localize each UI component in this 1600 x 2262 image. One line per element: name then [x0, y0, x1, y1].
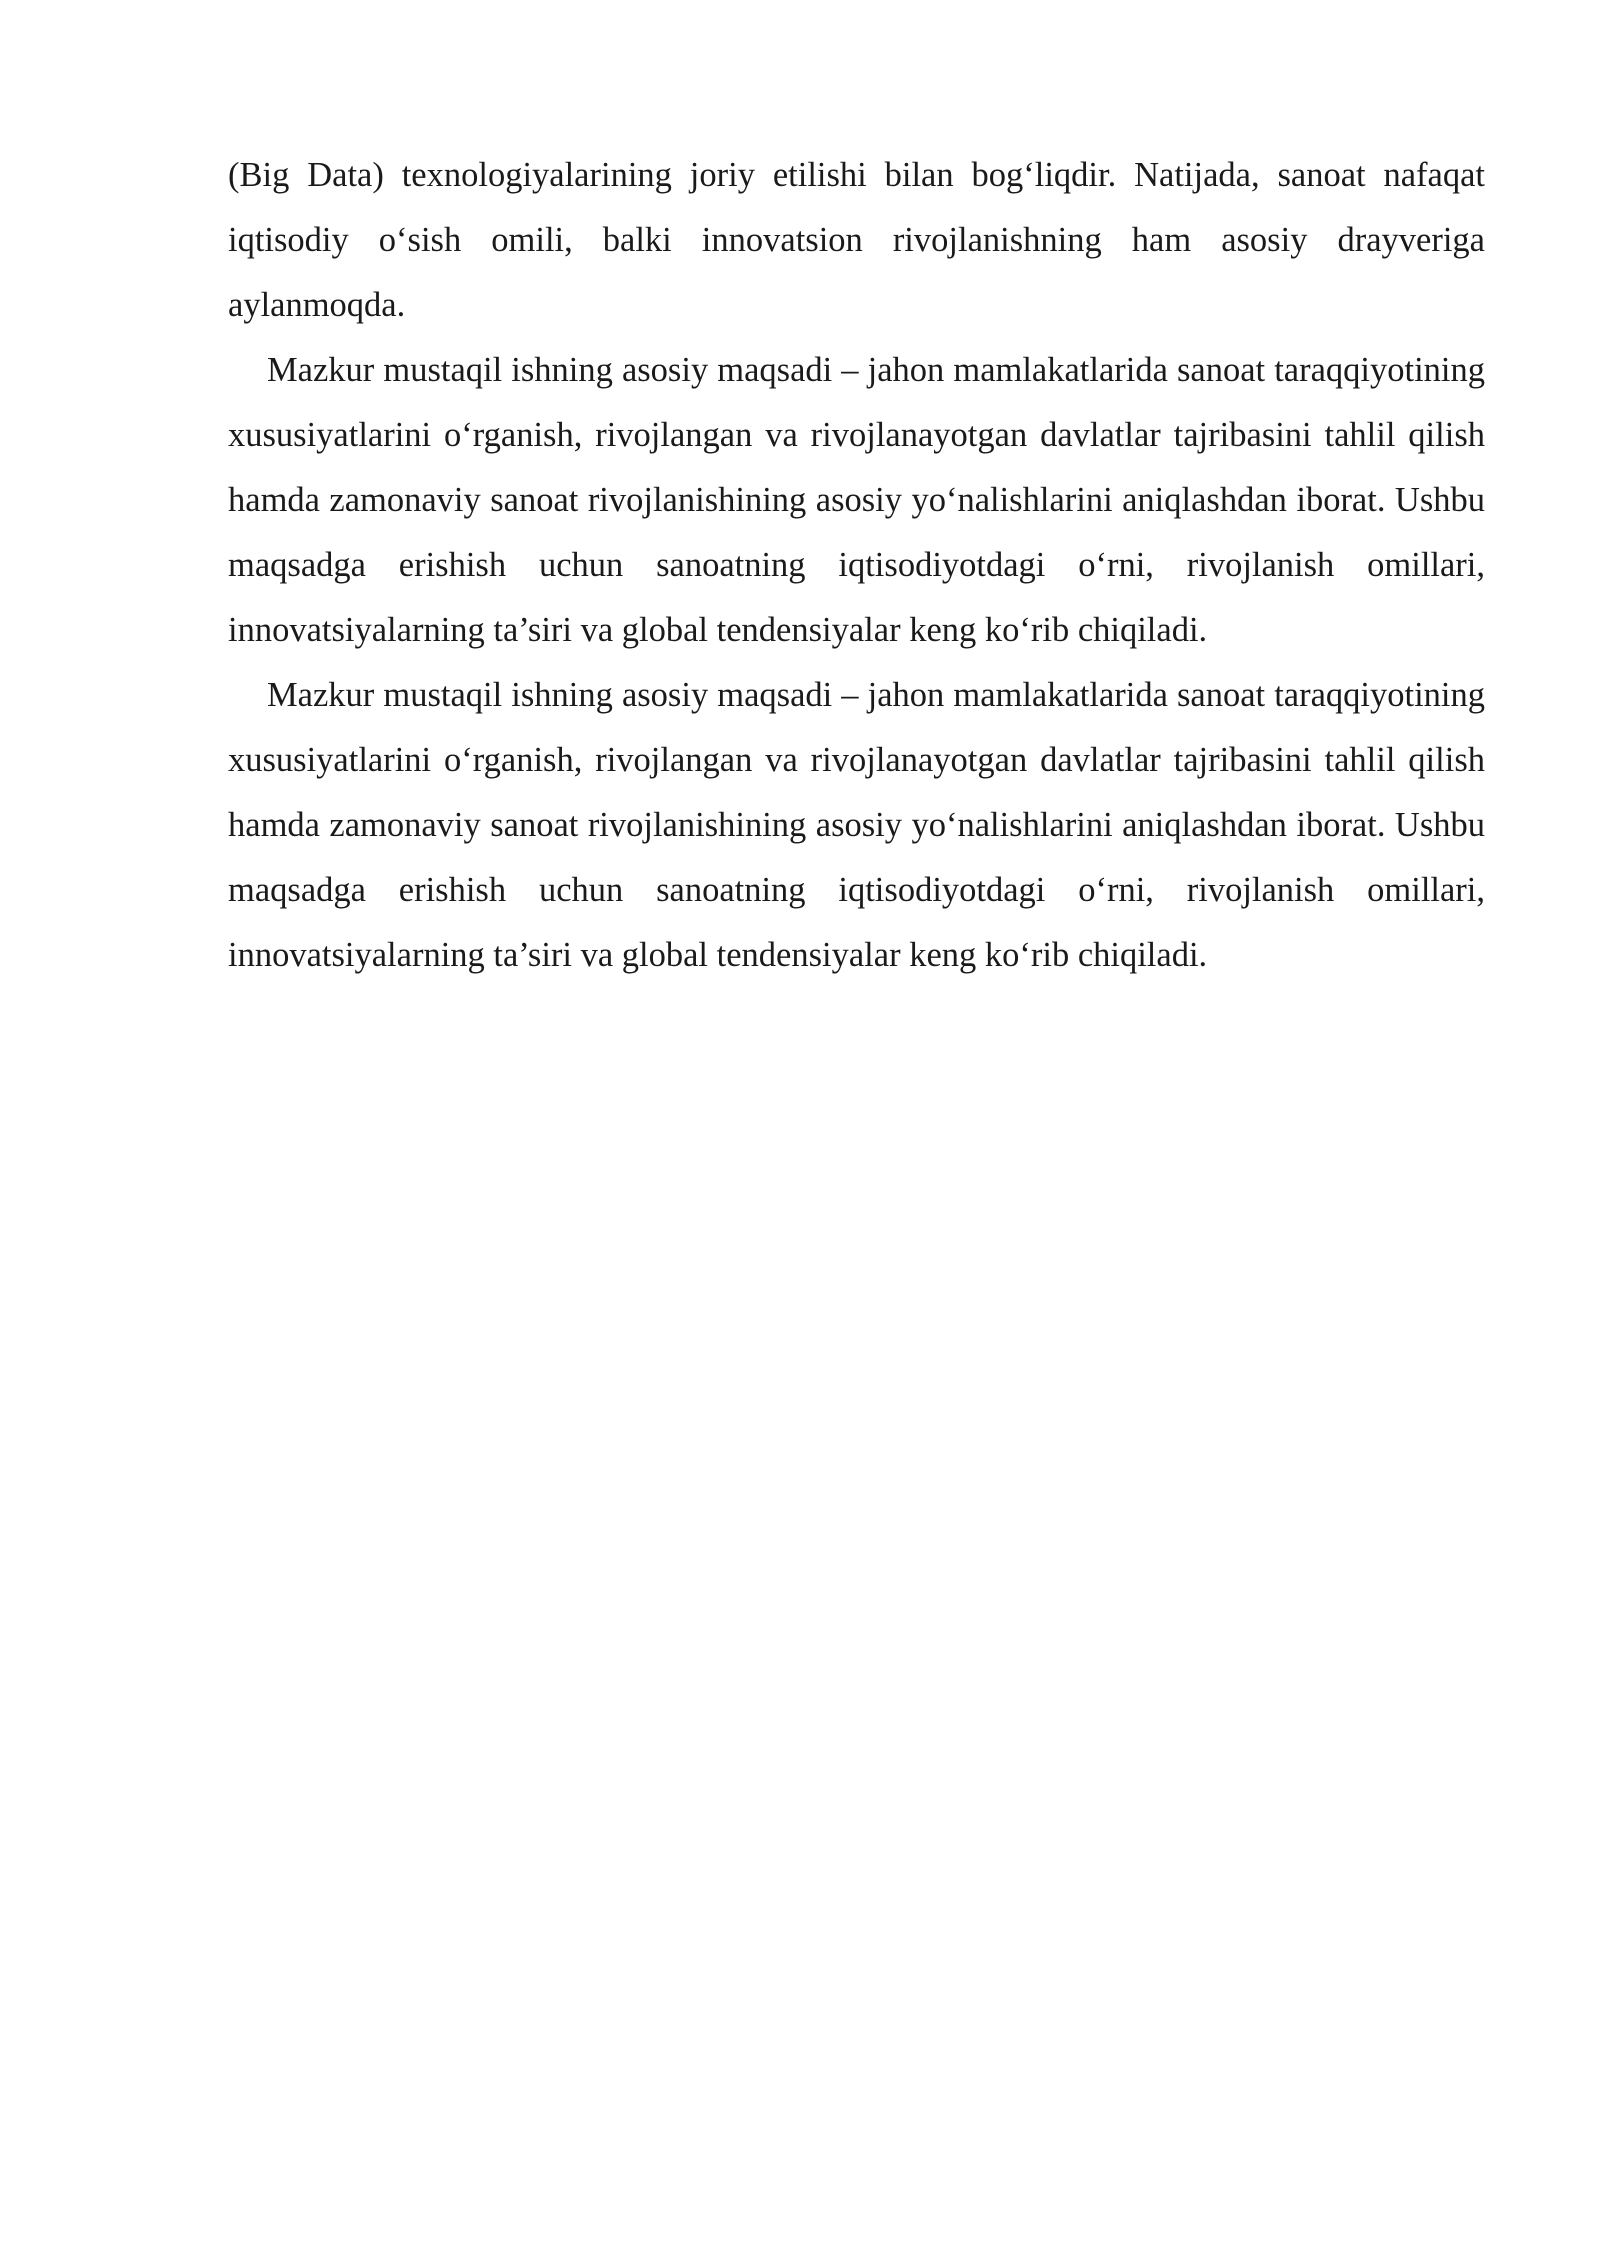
body-text [228, 143, 1485, 988]
paragraph-goal-repeat: Mazkur mustaqil ishning asosiy maqsadi – jahon mamlakatlarida sanoat taraqqiyotining xususiyatlarini o‘rganish, rivojlangan va rivojlanayotgan davlatlar tajribasini tahlil qilish hamda zamonaviy sanoat rivojlanishining asosiy yo‘nalishlarini aniqlashdan iborat. Ushbu maqsadga erishish uchun sanoatning iqtisodiyotdagi o‘rni, rivojlanish omillari, innovatsiyalarning ta’siri va global tendensiyalar keng ko‘rib chiqiladi. [228, 676, 1485, 974]
paragraph-goal: Mazkur mustaqil ishning asosiy maqsadi – jahon mamlakatlarida sanoat taraqqiyotining xususiyatlarini o‘rganish, rivojlangan va rivojlanayotgan davlatlar tajribasini tahlil qilish hamda zamonaviy sanoat rivojlanishining asosiy yo‘nalishlarini aniqlashdan iborat. Ushbu maqsadga erishish uchun sanoatning iqtisodiyotdagi o‘rni, rivojlanish omillari, innovatsiyalarning ta’siri va global tendensiyalar keng ko‘rib chiqiladi. [228, 351, 1485, 649]
paragraph-continuation: (Big Data) texnologiyalarining joriy etilishi bilan bog‘liqdir. Natijada, sanoat nafaqat iqtisodiy o‘sish omili, balki innovatsion rivojlanishning ham asosiy drayveriga aylanmoqda. [228, 156, 1485, 324]
